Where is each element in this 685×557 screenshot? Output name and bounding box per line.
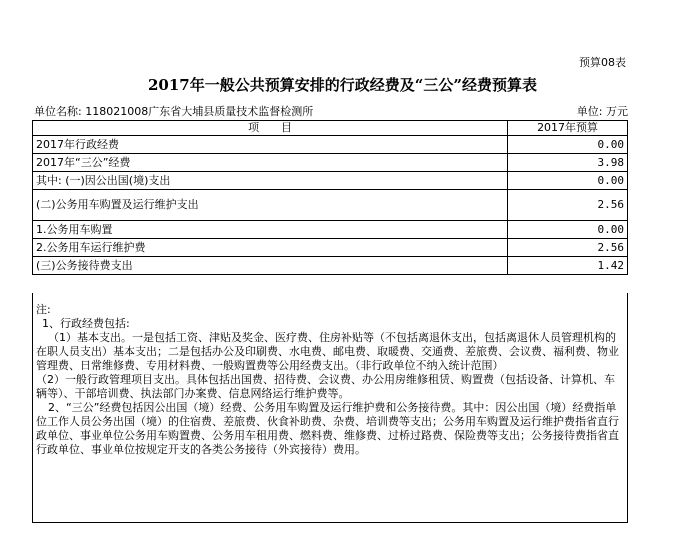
row-label: 2017年“三公”经费: [33, 154, 508, 172]
notes-section: [32, 293, 628, 523]
row-value: 0.00: [508, 136, 628, 154]
row-label: 1.公务用车购置: [33, 221, 508, 239]
header-item: 项 目: [33, 121, 508, 136]
currency-unit: 单位: 万元: [576, 105, 628, 118]
table-row: [33, 154, 628, 172]
row-value: 2.56: [508, 239, 628, 257]
table-row: [33, 136, 628, 154]
table-row: [33, 172, 628, 190]
note-line: 1、行政经费包括:: [42, 317, 130, 330]
row-label: 其中: (一)因公出国(境)支出: [33, 172, 508, 190]
header-budget: 2017年预算: [508, 121, 628, 136]
unit-name: 单位名称: 118021008广东省大埔县质量技术监督检测所: [34, 105, 314, 118]
row-value: 3.98: [508, 154, 628, 172]
row-label: (三)公务接待费支出: [33, 257, 508, 275]
notes-heading: 注:: [36, 303, 51, 316]
row-label: 2017年行政经费: [33, 136, 508, 154]
note-line: （1）基本支出。一是包括工资、津贴及奖金、医疗费、住房补贴等（不包括离退休支出，包括离退休人员管理机构的在职人员支出）基本支出；二是包括办公及印刷费、水电费、邮电费、取暖费、交通费、差旅费、会议费、福利费、物业管理费、日常维修费、专用材料费、一般购置费等公用经费支出。（非行政单位不纳入统计范围）: [36, 331, 619, 372]
page-title: 2017年一般公共预算安排的行政经费及“三公”经费预算表: [147, 76, 537, 94]
table-row: [33, 257, 628, 275]
budget-table: [32, 120, 628, 275]
row-value: 2.56: [508, 190, 628, 221]
row-label: 2.公务用车运行维护费: [33, 239, 508, 257]
table-row: [33, 190, 628, 221]
table-row: [33, 221, 628, 239]
table-header-row: [33, 121, 628, 136]
row-value: 0.00: [508, 172, 628, 190]
row-value: 0.00: [508, 221, 628, 239]
row-label: (二)公务用车购置及运行维护支出: [33, 190, 508, 221]
form-number: 预算08表: [579, 56, 626, 69]
note-line: 2、“三公”经费包括因公出国（境）经费、公务用车购置及运行维护费和公务接待费。其中：因公出国（境）经费指单位工作人员公务出国（境）的住宿费、差旅费、伙食补助费、杂费、培训费等支出；公务用车购置及运行维护费指省直行政单位、事业单位公务用车购置费、公务用车租用费、燃料费、维修费、过桥过路费、保险费等支出；公务接待费指省直行政单位、事业单位按规定开支的各类公务接待（外宾接待）费用。: [36, 401, 619, 456]
table-row: [33, 239, 628, 257]
row-value: 1.42: [508, 257, 628, 275]
note-line: （2）一般行政管理项目支出。具体包括出国费、招待费、会议费、办公用房维修租赁、购置费（包括设备、计算机、车辆等）、干部培训费、执法部门办案费、信息网络运行维护费等。: [36, 373, 615, 400]
